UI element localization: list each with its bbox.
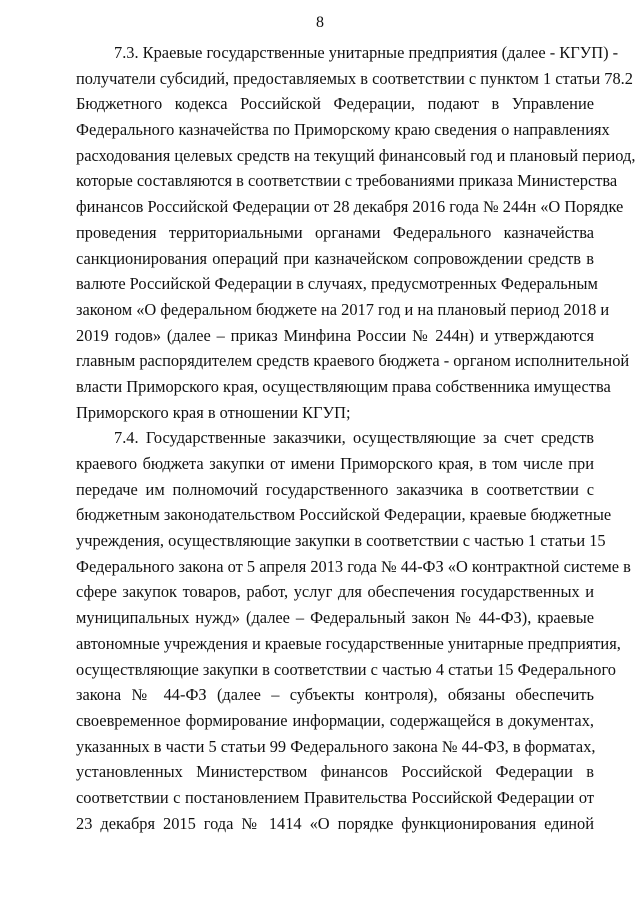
text-line: главным распорядителем средств краевого бюджета - органом исполнительной [76, 351, 630, 371]
text-line: установленных Министерством финансов Российской Федерации в [76, 762, 594, 782]
text-line: получатели субсидий, предоставляемых в соответствии с пунктом 1 статьи 78.2 [76, 68, 633, 88]
page-number: 8 [316, 14, 324, 31]
text-line: Федерального казначейства по Приморскому краю сведения о направлениях [76, 120, 610, 140]
text-line: краевого бюджета закупки от имени Приморского края, в том числе при [76, 454, 594, 473]
text-line: учреждения, осуществляющие закупки в соответствии с частью 1 статьи 15 [76, 531, 606, 551]
text-line: 2019 годов» (далее – приказ Минфина России № 244н) и утверждаются [76, 325, 594, 345]
text-line: своевременное формирование информации, содержащейся в документах, [76, 710, 594, 730]
text-line: законом «О федеральном бюджете на 2017 год и на плановый период 2018 и [76, 299, 610, 319]
text-line: 23 декабря 2015 года № 1414 «О порядке функционирования единой [76, 813, 594, 833]
text-line: которые составляются в соответствии с требованиями приказа Министерства [76, 171, 618, 191]
text-line: автономные учреждения и краевые государственные унитарные предприятия, [76, 633, 621, 653]
text-line: финансов Российской Федерации от 28 декабря 2016 года № 244н «О Порядке [76, 197, 624, 217]
text-line: власти Приморского края, осуществляющим права собственника имущества [76, 376, 611, 396]
text-line: бюджетным законодательством Российской Федерации, краевые бюджетные [76, 505, 612, 525]
text-line: передаче им полномочий государственного заказчика в соответствии с [76, 479, 594, 499]
text-line: Бюджетного кодекса Российской Федерации, подают в Управление [76, 94, 594, 114]
text-line: соответствии с постановлением Правительства Российской Федерации от [76, 787, 594, 807]
document-body [76, 40, 636, 836]
text-line: муниципальных нужд» (далее – Федеральный закон № 44-ФЗ), краевые [76, 608, 594, 628]
text-line: расходования целевых средств на текущий финансовый год и плановый период, [76, 145, 636, 165]
text-line: указанных в части 5 статьи 99 Федерального закона № 44-ФЗ, в форматах, [76, 736, 596, 756]
text-line: 7.3. Краевые государственные унитарные предприятия (далее - КГУП) - [114, 43, 619, 62]
text-line: валюте Российской Федерации в случаях, предусмотренных Федеральным [76, 274, 598, 294]
text-line: санкционирования операций при казначейском сопровождении средств в [76, 248, 594, 268]
text-line: Федерального закона от 5 апреля 2013 года № 44-ФЗ «О контрактной системе в [76, 556, 631, 576]
paragraph-7-4 [76, 425, 631, 836]
text-line: закона № 44-ФЗ (далее – субъекты контроля), обязаны обеспечить [76, 685, 594, 705]
paragraph-7-3 [76, 40, 636, 425]
text-line: 7.4. Государственные заказчики, осуществляющие за счет средств [114, 428, 594, 448]
text-line: сфере закупок товаров, работ, услуг для обеспечения государственных и [76, 582, 594, 602]
text-line: осуществляющие закупки в соответствии с частью 4 статьи 15 Федерального [76, 659, 616, 679]
text-line: Приморского края в отношении КГУП; [76, 402, 351, 422]
text-line: проведения территориальными органами Федерального казначейства [76, 222, 594, 242]
